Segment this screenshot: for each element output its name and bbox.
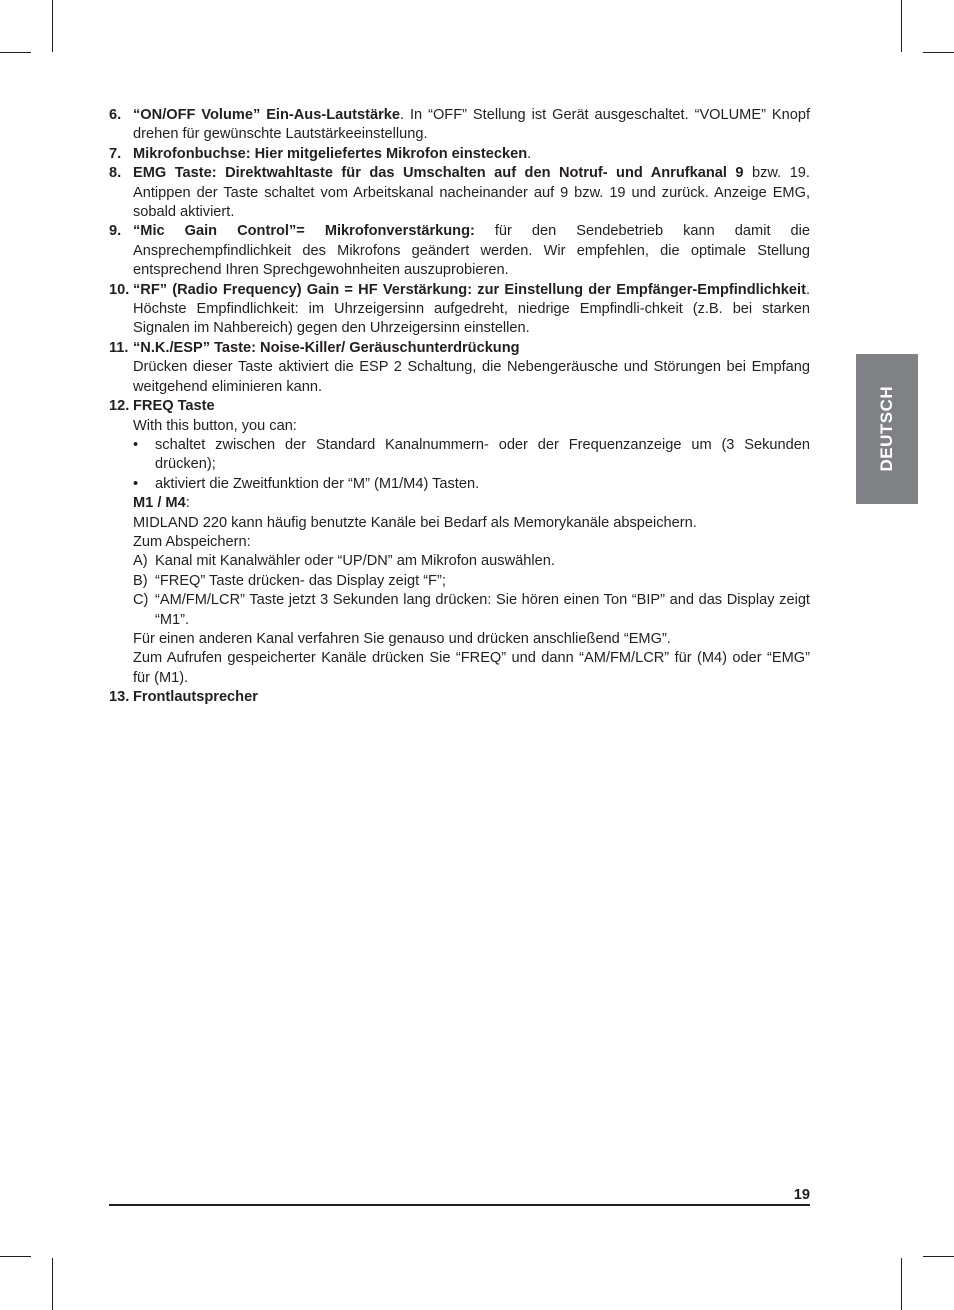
item-10 xyxy=(109,281,810,339)
step-mark: C) xyxy=(133,592,149,609)
item-text: für den Sendebetrieb kann damit die Ansprechempfindlichkeit des Mikrofons geändert werden. Wir empfehlen, die optimale Stellung entsprechend Ihren Sprechgewohnheiten auszuprobieren. xyxy=(133,223,810,279)
item-number: 8. xyxy=(109,165,122,182)
crop-mark xyxy=(0,52,31,53)
crop-mark xyxy=(901,1258,902,1310)
list-item xyxy=(109,552,810,571)
item-number: 6. xyxy=(109,107,122,123)
page-number: 19 xyxy=(793,1187,810,1203)
bullet-mark: • xyxy=(133,436,139,453)
item-title: “N.K./ESP” Taste: Noise-Killer/ Geräuschunterdrückung xyxy=(133,339,520,356)
item-title: EMG Taste: Direktwahltaste für das Umschalten auf den Notruf- und Anrufkanal 9 xyxy=(133,165,744,182)
item-text: Drücken dieser Taste aktiviert die ESP 2 Schaltung, die Nebengeräusche und Störungen bei Empfang weitgehend eliminieren kann. xyxy=(133,359,810,395)
footer-rule xyxy=(109,1204,810,1206)
item-text: . Höchste Empfindlichkeit: im Uhrzeigersinn aufgedreht, niedrige Empfindli-chkeit (z.B. bei starken Signalen im Nahbereich) gegen den Uhrzeigersinn einstellen. xyxy=(133,281,810,337)
step-mark: B) xyxy=(133,572,148,589)
item-11 xyxy=(109,339,810,397)
item-number: 13. xyxy=(109,689,130,706)
item-number: 11. xyxy=(109,339,129,356)
bullet-text: aktiviert die Zweitfunktion der “M” (M1/M4) Tasten. xyxy=(155,475,480,492)
manual-content xyxy=(109,106,810,708)
step-text: Kanal mit Kanalwähler oder “UP/DN” am Mikrofon auswählen. xyxy=(155,553,555,570)
other-channel-text: Für einen anderen Kanal verfahren Sie genauso und drücken anschließend “EMG”. xyxy=(133,630,671,647)
crop-mark xyxy=(901,0,902,52)
m-heading xyxy=(109,494,810,513)
item-text: . xyxy=(527,145,532,162)
item-13 xyxy=(109,688,810,707)
item-title: Mikrofonbuchse: Hier mitgeliefertes Mikrofon einstecken xyxy=(133,145,528,162)
item-text: bzw. 19. Antippen der Taste schaltet vom Arbeitskanal nacheinander auf 9 bzw. 19 und zurück. Anzeige EMG, sobald aktiviert. xyxy=(133,165,810,221)
item-9 xyxy=(109,222,810,280)
item-title: Frontlautsprecher xyxy=(133,689,258,706)
item-number: 12. xyxy=(109,398,130,415)
item-number: 7. xyxy=(109,145,122,162)
step-mark: A) xyxy=(133,553,148,570)
bullet-mark: • xyxy=(133,475,139,492)
language-tab-label: DEUTSCH xyxy=(877,386,897,472)
item-number: 9. xyxy=(109,223,122,240)
m-text: MIDLAND 220 kann häufig benutzte Kanäle bei Bedarf als Memorykanäle abspeichern. xyxy=(133,514,697,531)
list-item xyxy=(109,591,810,630)
crop-mark xyxy=(52,0,53,52)
crop-mark xyxy=(52,1258,53,1310)
crop-mark xyxy=(0,1256,31,1257)
bullet-text: schaltet zwischen der Standard Kanalnummern- oder der Frequenzanzeige um (3 Sekunden drücken); xyxy=(155,436,810,473)
list-item xyxy=(109,475,810,494)
m-colon: : xyxy=(185,495,190,512)
language-tab xyxy=(856,354,918,504)
freq-intro: With this button, you can: xyxy=(133,417,297,434)
item-8 xyxy=(109,164,810,222)
item-title: “ON/OFF Volume” Ein-Aus-Lautstärke xyxy=(133,107,401,123)
crop-mark xyxy=(923,52,954,53)
crop-mark xyxy=(923,1256,954,1257)
recall-text: Zum Aufrufen gespeicherter Kanäle drücken Sie “FREQ” und dann “AM/FM/LCR” für (M4) oder “EMG” für (M1). xyxy=(133,650,810,686)
store-intro: Zum Abspeichern: xyxy=(133,533,251,550)
step-text: “AM/FM/LCR” Taste jetzt 3 Sekunden lang drücken: Sie hören einen Ton “BIP” and das Display zeigt “M1”. xyxy=(155,592,810,628)
item-number: 10. xyxy=(109,281,130,298)
item-7 xyxy=(109,145,810,164)
item-title: “Mic Gain Control”= Mikrofonverstärkung: xyxy=(133,223,475,240)
list-item xyxy=(109,436,810,475)
step-text: “FREQ” Taste drücken- das Display zeigt “F”; xyxy=(155,572,446,589)
item-title: FREQ Taste xyxy=(133,398,215,415)
item-6 xyxy=(109,106,810,145)
item-text: . In “OFF” Stellung ist Gerät ausgeschaltet. “VOLUME” Knopf drehen für gewünschte Lautstärkeeinstellung. xyxy=(133,107,810,143)
m-title: M1 / M4 xyxy=(133,495,186,512)
item-title: “RF” (Radio Frequency) Gain = HF Verstärkung: zur Einstellung der Empfänger-Empfindlichkeit xyxy=(133,281,806,298)
list-item xyxy=(109,572,810,591)
item-12 xyxy=(109,397,810,416)
